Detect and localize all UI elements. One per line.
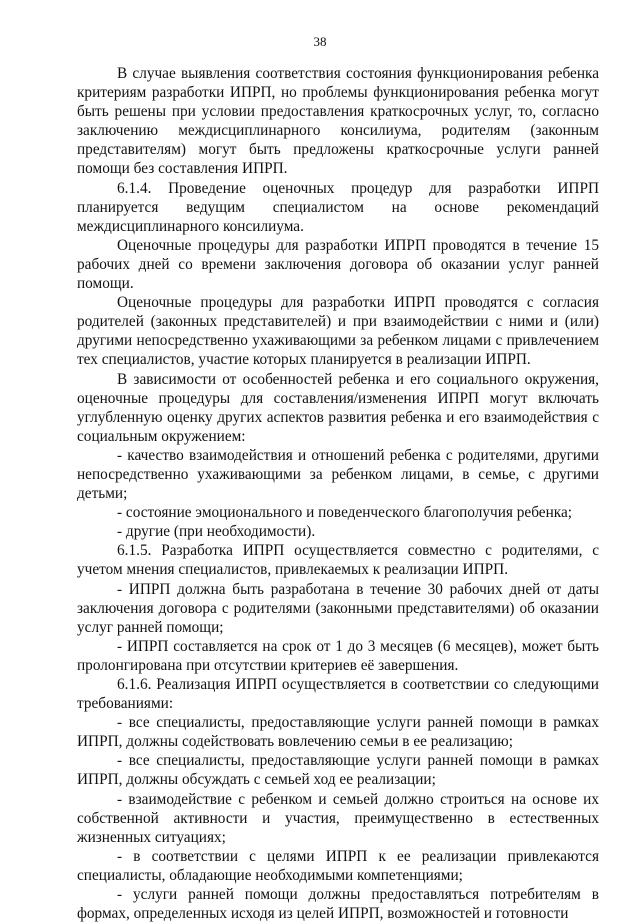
page-number: 38: [313, 34, 327, 49]
list-item: - взаимодействие с ребенком и семьей должно строиться на основе их собственной активности и участия, преимущественно в естественных жизненных ситуациях;: [77, 790, 599, 846]
document-body: [77, 64, 599, 923]
list-item: - другие (при необходимости).: [117, 523, 316, 541]
paragraph-assessment-timing: Оценочные процедуры для разработки ИПРП проводятся в течение 15 рабочих дней со времени заключения договора об оказании услуг ранней помощи.: [77, 236, 599, 293]
paragraph-6-1-6: 6.1.6. Реализация ИПРП осуществляется в соответствии со следующими требованиями:: [77, 676, 599, 713]
list-item: - услуги ранней помощи должны предоставляться потребителям в формах, определенных исходя из целей ИПРП, возможностей и готовности: [77, 886, 599, 923]
list-item: - качество взаимодействия и отношений ребенка с родителями, другими непосредственно ухаживающими за ребенком лицами, в семье, с другими детьми;: [77, 446, 599, 503]
paragraph-6-1-4: 6.1.4. Проведение оценочных процедур для разработки ИПРП планируется ведущим специалистом на основе рекомендаций междисциплинарного консилиума.: [77, 179, 599, 235]
list-item: - все специалисты, предоставляющие услуги ранней помощи в рамках ИПРП, должны обсуждать с семьей ход ее реализации;: [77, 752, 599, 789]
paragraph-intro: В случае выявления соответствия состояния функционирования ребенка критериям разработки ИПРП, но проблемы функционирования ребенка могут быть решены при условии предоставления краткосрочных услуг, то, согласно заключению междисциплинарного консилиума, родителям (законным представителям) могут быть предложены краткосрочные услуги ранней помощи без составления ИПРП.: [77, 65, 599, 178]
list-item: - состояние эмоционального и поведенческого благополучия ребенка;: [117, 504, 572, 522]
list-item: - все специалисты, предоставляющие услуги ранней помощи в рамках ИПРП, должны содействовать вовлечению семьи в ее реализацию;: [77, 714, 599, 751]
list-item: - в соответствии с целями ИПРП к ее реализации привлекаются специалисты, обладающие необходимыми компетенциями;: [77, 847, 599, 884]
paragraph-6-1-5: 6.1.5. Разработка ИПРП осуществляется совместно с родителями, с учетом мнения специалистов, привлекаемых к реализации ИПРП.: [77, 542, 599, 579]
list-item: - ИПРП должна быть разработана в течение 30 рабочих дней от даты заключения договора с родителями (законными представителями) об оказании услуг ранней помощи;: [77, 580, 599, 636]
list-item: - ИПРП составляется на срок от 1 до 3 месяцев (6 месяцев), может быть пролонгирована при отсутствии критериев её завершения.: [77, 637, 599, 674]
paragraph-assessment-scope: В зависимости от особенностей ребенка и его социального окружения, оценочные процедуры для составления/изменения ИПРП могут включать углубленную оценку других аспектов развития ребенка и его взаимодействия с социальным окружением:: [77, 370, 599, 445]
paragraph-assessment-consent: Оценочные процедуры для разработки ИПРП проводятся с согласия родителей (законных представителей) и при взаимодействии с ними и (или) другими непосредственно ухаживающими за ребенком лицами с привлечением тех специалистов, участие которых планируется в реализации ИПРП.: [77, 294, 599, 369]
